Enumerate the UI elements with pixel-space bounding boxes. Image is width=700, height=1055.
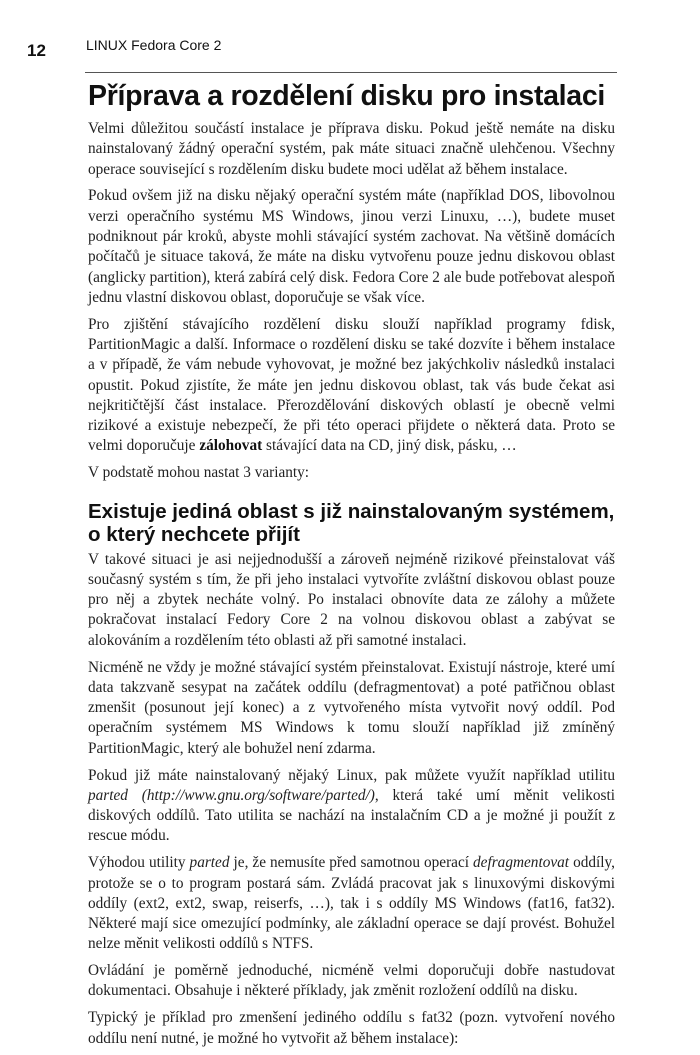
text-run: , která také umí měnit velikosti diskových oddílů. Tato utilita se nachází na instalačním CD a je možné ji použít z rescue módu. bbox=[88, 786, 615, 845]
text-run: Pokud ovšem již na disku nějaký operační systém máte (například DOS, libovolnou verzi operačního systému MS Windows, jinou verzi Linuxu, …), budete muset podniknout pár kroků, abyste mohli stávající systém zachovat. Na většině domácích počítačů je situace taková, že máte na disku vytvořenu pouze jednu diskovou oblast (anglicky partition), která zabírá celý disk. Fedora Core 2 ale bude potřebovat alespoň jednu vlastní diskovou oblast, doporučuje se však více. bbox=[88, 187, 615, 306]
paragraph bbox=[88, 550, 615, 651]
text-run: Typický je příklad pro zmenšení jediného oddílu s fat32 (pozn. vytvoření nového oddílu není nutné, je možné ho vytvořit až během instalace): bbox=[88, 1009, 615, 1047]
text-run: Velmi důležitou součástí instalace je příprava disku. Pokud ještě nemáte na disku nainstalovaný žádný operační systém, pak máte situaci značně ulehčenou. Všechny operace související s rozdělením disku budete moci udělat až během instalace. bbox=[88, 120, 615, 178]
bold-text: zálohovat bbox=[199, 437, 263, 455]
text-run: je, že nemusíte před samotnou operací bbox=[229, 854, 474, 872]
paragraph bbox=[88, 766, 615, 847]
paragraph bbox=[88, 1008, 615, 1049]
paragraph bbox=[88, 961, 615, 1002]
text-run: stávající data na CD, jiný disk, pásku, … bbox=[262, 437, 517, 455]
italic-text: parted (http://www.gnu.org/software/parted/) bbox=[88, 786, 375, 804]
paragraph bbox=[88, 119, 615, 180]
paragraph bbox=[88, 463, 615, 483]
section-heading: Existuje jediná oblast s již nainstalovaným systémem, o který nechcete přijít bbox=[88, 499, 615, 546]
running-header: LINUX Fedora Core 2 bbox=[86, 37, 222, 53]
text-run: Nicméně ne vždy je možné stávající systém přeinstalovat. Existují nástroje, které umí data takzvaně sesypat na začátek oddílu (defragmentovat) a poté patřičnou oblast zmenšit (posunout její konec) a z vytvořeného místa vytvořit nový oddíl. Pod operačním systémem MS Windows k tomu slouží například již zmíněný PartitionMagic, který ale bohužel není zdarma. bbox=[88, 658, 615, 757]
text-run: Pro zjištění stávajícího rozdělení disku slouží například programy fdisk, PartitionMagic a další. Informace o rozdělení disku se také dozvíte i během instalace a v případě, že vám nebude vyhovovat, je možné bez jakýchkoliv následků instalaci opustit. Pokud zjistíte, že máte jen jednu diskovou oblast, tak vás bude čekat asi nejkritičtější část instalace. Přerozdělování diskových oblastí je obecně velmi rizikové a existuje nebezpečí, že při této operaci přijdete o některá data. Proto se velmi doporučuje bbox=[88, 315, 615, 455]
chapter-title: Příprava a rozdělení disku pro instalaci bbox=[88, 80, 606, 112]
paragraph bbox=[88, 658, 615, 759]
text-run: Pokud již máte nainstalovaný nějaký Linux, pak můžete využít například utilitu bbox=[88, 766, 615, 784]
paragraph bbox=[88, 853, 615, 954]
text-run: Výhodou utility bbox=[88, 854, 190, 872]
italic-text: parted bbox=[189, 854, 230, 872]
section-intro bbox=[88, 119, 615, 484]
text-run: V podstatě mohou nastat 3 varianty: bbox=[88, 464, 310, 482]
paragraph bbox=[88, 186, 615, 308]
text-run: Ovládání je poměrně jednoduché, nicméně velmi doporučuji dobře nastudovat dokumentaci. Obsahuje i některé příklady, jak změnit rozložení oddílů na disku. bbox=[88, 962, 615, 1000]
page-content bbox=[88, 78, 615, 1055]
header-rule bbox=[85, 72, 617, 73]
page-number: 12 bbox=[27, 41, 46, 60]
section-single-partition bbox=[88, 550, 615, 1049]
text-run: oddíly, protože se o to program postará sám. Zvládá pracovat jak s linuxovými diskovými oddíly (ext2, ext2, swap, reiserfs, …), tak i s oddíly MS Windows (fat16, fat32). Některé mají sice omezující podmínky, ale základní operace se dají provést. Bohužel nelze měnit velikosti oddílů s NTFS. bbox=[88, 854, 615, 953]
paragraph bbox=[88, 315, 615, 457]
italic-text: defragmentovat bbox=[473, 854, 570, 872]
text-run: V takové situaci je asi nejjednodušší a zároveň nejméně rizikové přeinstalovat váš současný systém s tím, že při jeho instalaci vytvoříte zvláštní diskovou oblast pouze pro něj a zbytek necháte volný. Po instalaci obnovíte data ze zálohy a můžete pokračovat instalací Fedory Core 2 na volnou diskovou oblast a zabývat se alokováním a rozdělením této oblasti až při samotné instalaci. bbox=[88, 550, 615, 649]
